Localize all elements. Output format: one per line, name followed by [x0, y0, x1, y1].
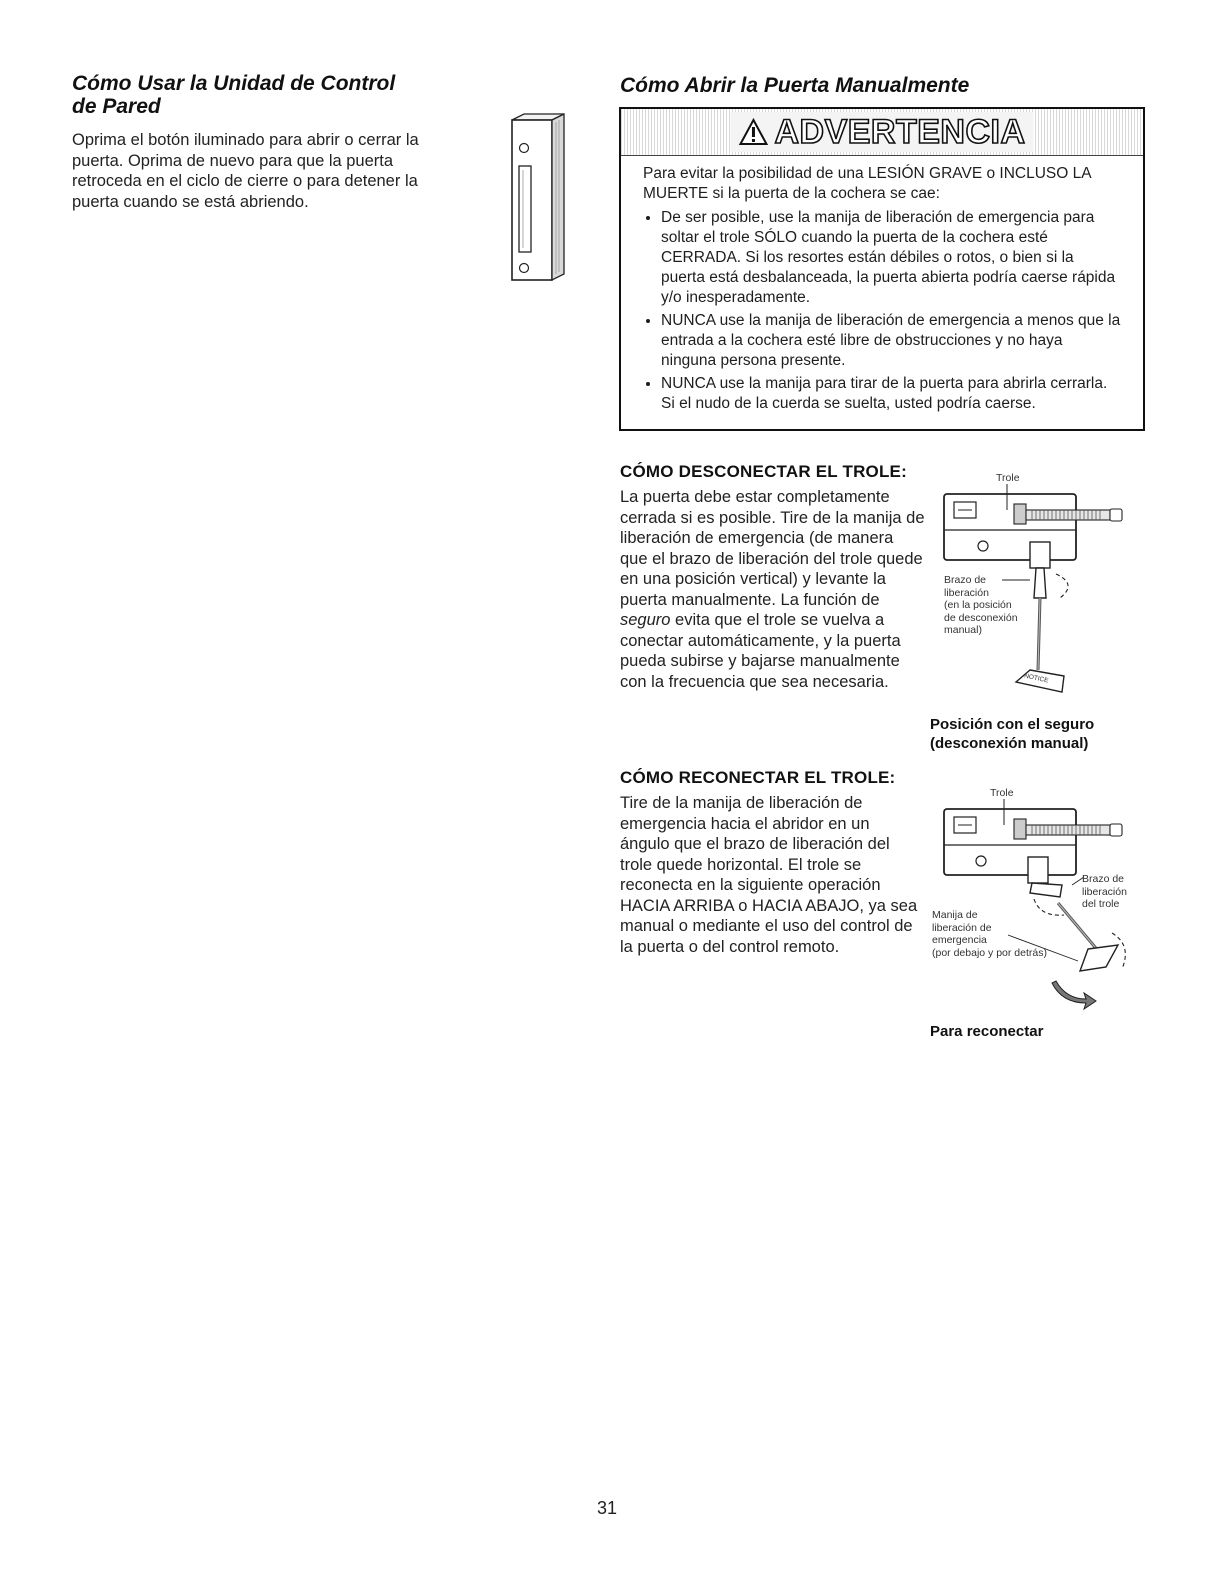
label-line: Brazo de: [1082, 873, 1125, 885]
warning-bullet: • NUNCA use la manija de liberación de emergencia a menos que la entrada a la cochera esté libre de obstrucciones y no haya ninguna persona presente.: [661, 311, 1121, 371]
reconnect-text: Tire de la manija de liberación de emergencia hacia el abridor en un ángulo que el brazo de liberación del trole quede horizontal. El trole se reconecta en la siguiente operación HACIA ARRIBA o HACIA ABAJO, ya sea manual o mediante el uso del control de la puerta o del control remoto.: [620, 794, 918, 956]
label-line: liberación: [944, 586, 989, 599]
warning-title-text: ADVERTENCIA: [774, 113, 1026, 151]
label-line: de desconexión: [944, 611, 1018, 624]
warning-bullet: • NUNCA use la manija para tirar de la puerta para abrirla cerrarla. Si el nudo de la cuerda se suelta, usted podría caerse.: [661, 374, 1121, 414]
caption-line-2: (desconexión manual): [930, 735, 1089, 752]
page-number: 31: [597, 1498, 618, 1518]
label-release-arm: [1082, 873, 1127, 911]
disconnect-figure: [932, 470, 1132, 700]
left-section: [72, 72, 472, 212]
warning-title: [730, 112, 1033, 152]
section-title-wall-control: [72, 72, 472, 118]
label-trolley: Trole: [996, 472, 1020, 484]
reconnect-heading: CÓMO RECONECTAR EL TROLE:: [620, 768, 896, 787]
label-emergency-handle: [932, 909, 1047, 959]
disconnect-text: [620, 487, 925, 692]
handle-tag-text: NOTICE: [1023, 672, 1050, 685]
label-line: (por debajo y por detrás): [932, 946, 1047, 959]
warning-intro: Para evitar la posibilidad de una LESIÓN GRAVE o INCLUSO LA MUERTE si la puerta de la cochera se cae:: [643, 165, 1091, 202]
label-line: del trole: [1082, 898, 1120, 910]
label-line: (en la posición: [944, 599, 1012, 611]
title-line-1: Cómo Usar la Unidad de Control: [72, 72, 396, 95]
label-line: Brazo de: [944, 574, 987, 586]
label-line: manual): [944, 624, 982, 636]
warning-bullet: • De ser posible, use la manija de liberación de emergencia para soltar el trole SÓLO cuando la puerta de la cochera esté CERRADA. Si los resortes están débiles o rotos, o bien si la puerta está desbalanceada, la puerta abierta podría caerse rápida y/o inesperadamente.: [661, 208, 1121, 308]
disconnect-text-part: evita que el trole se vuelva a conectar automáticamente, y la puerta pueda subirse y bajarse manualmente con la frecuencia que sea necesaria.: [620, 611, 901, 691]
disconnect-heading: CÓMO DESCONECTAR EL TROLE:: [620, 462, 907, 481]
reconnect-caption: Para reconectar: [930, 1023, 1044, 1040]
wall-control-text: Oprima el botón iluminado para abrir o cerrar la puerta. Oprima de nuevo para que la puerta retroceda en el ciclo de cierre o para detener la puerta cuando se está abriendo.: [72, 131, 419, 211]
warning-triangle-icon: [738, 118, 768, 146]
label-line: liberación: [1082, 885, 1127, 898]
label-line: liberación de: [932, 921, 992, 934]
label-trolley: Trole: [990, 787, 1014, 799]
disconnect-text-italic: seguro: [620, 611, 671, 629]
disconnect-caption: [930, 715, 1094, 753]
label-line: Manija de: [932, 909, 978, 921]
warning-body: [621, 156, 1143, 427]
warning-list: [643, 208, 1121, 414]
wall-control-illustration: [504, 112, 568, 284]
warning-box: [619, 107, 1145, 431]
label-release-arm: [944, 574, 1018, 637]
caption-line-1: Posición con el seguro: [930, 716, 1095, 733]
title-line-2: de Pared: [72, 95, 161, 118]
warning-banner: [621, 109, 1143, 156]
reconnect-figure: [928, 785, 1138, 1015]
label-line: emergencia: [932, 934, 987, 946]
disconnect-text-part: La puerta debe estar completamente cerrada si es posible. Tire de la manija de liberación de emergencia (de manera que el brazo de liberación del trole quede en una posición vertical) y levante la puerta manualmente. La función de: [620, 488, 925, 609]
section-title-open-manually: Cómo Abrir la Puerta Manualmente: [620, 74, 970, 97]
